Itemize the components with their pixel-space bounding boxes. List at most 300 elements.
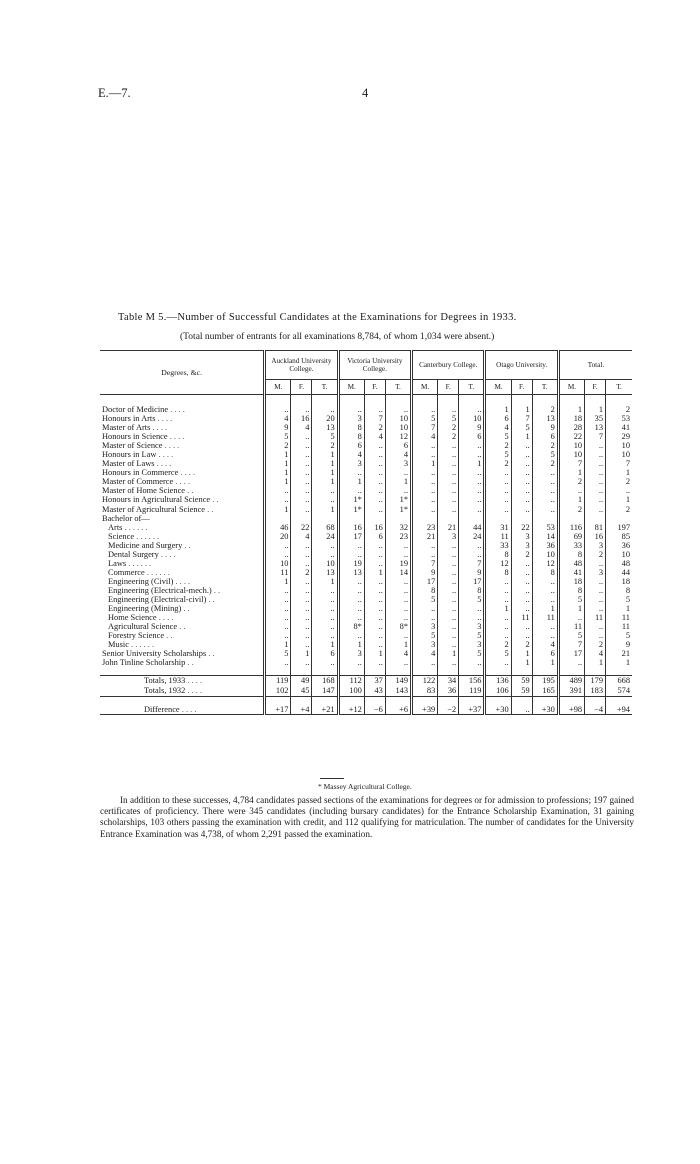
data-cell: .. bbox=[338, 541, 364, 550]
data-cell: 112 bbox=[338, 676, 364, 686]
data-cell: .. bbox=[412, 486, 438, 495]
row-label: Master of Laws bbox=[102, 459, 155, 469]
data-cell: .. bbox=[385, 405, 411, 414]
data-cell: .. bbox=[385, 631, 411, 640]
row-label: Engineering (Electrical-civil) bbox=[108, 594, 207, 604]
data-cell: .. bbox=[438, 450, 459, 459]
data-cell: 2 bbox=[364, 423, 385, 432]
data-cell: 1 bbox=[558, 468, 584, 477]
data-cell: 12 bbox=[485, 559, 511, 568]
data-cell: 7 bbox=[511, 414, 532, 423]
data-cell bbox=[312, 514, 338, 523]
data-cell: .. bbox=[585, 459, 606, 468]
document-code: E.—7. bbox=[98, 86, 131, 100]
data-cell: .. bbox=[459, 441, 485, 450]
data-cell: .. bbox=[511, 631, 532, 640]
row-label-cell bbox=[100, 441, 265, 450]
data-cell bbox=[412, 514, 438, 523]
data-cell: 3 bbox=[585, 541, 606, 550]
data-cell: .. bbox=[606, 486, 632, 495]
data-cell: 9 bbox=[606, 640, 632, 649]
data-cell bbox=[606, 514, 632, 523]
data-cell: 16 bbox=[364, 523, 385, 532]
degree-row bbox=[100, 550, 632, 559]
data-cell: .. bbox=[438, 631, 459, 640]
data-cell: .. bbox=[291, 577, 312, 586]
data-cell: .. bbox=[485, 595, 511, 604]
row-label-cell bbox=[100, 595, 265, 604]
data-cell: 1 bbox=[558, 604, 584, 613]
data-cell: 143 bbox=[385, 686, 411, 696]
row-label-cell bbox=[100, 622, 265, 631]
data-cell: .. bbox=[364, 486, 385, 495]
data-cell: 1 bbox=[312, 468, 338, 477]
data-cell: 59 bbox=[511, 686, 532, 696]
totals-row bbox=[100, 686, 632, 696]
row-label: Laws bbox=[108, 558, 127, 568]
row-label: Music bbox=[108, 640, 129, 650]
data-cell: .. bbox=[485, 468, 511, 477]
data-cell: .. bbox=[364, 613, 385, 622]
data-cell: .. bbox=[438, 505, 459, 514]
data-cell: .. bbox=[532, 477, 558, 486]
data-cell: 16 bbox=[291, 414, 312, 423]
data-cell: 13 bbox=[312, 423, 338, 432]
degree-row bbox=[100, 432, 632, 441]
row-leader-dots: . . bbox=[206, 594, 215, 604]
degrees-table-container bbox=[100, 350, 632, 715]
row-label-cell bbox=[100, 459, 265, 468]
data-cell: .. bbox=[312, 631, 338, 640]
row-label: Master of Agricultural Science bbox=[102, 504, 206, 514]
row-label: Commerce bbox=[108, 567, 145, 577]
data-cell: .. bbox=[438, 468, 459, 477]
data-cell: .. bbox=[312, 604, 338, 613]
row-leader-dots: . . . . . . bbox=[144, 567, 170, 577]
data-cell: 1 bbox=[585, 405, 606, 414]
row-label-cell bbox=[100, 658, 265, 667]
data-cell: .. bbox=[412, 550, 438, 559]
data-cell: .. bbox=[364, 595, 385, 604]
data-cell: 1 bbox=[606, 468, 632, 477]
data-cell: .. bbox=[291, 477, 312, 486]
data-cell: +39 bbox=[412, 705, 438, 715]
data-cell: .. bbox=[485, 495, 511, 504]
sex-column-header: T. bbox=[606, 380, 632, 395]
data-cell: .. bbox=[412, 468, 438, 477]
data-cell: 8 bbox=[485, 550, 511, 559]
data-cell: 1* bbox=[338, 505, 364, 514]
row-label: Engineering (Mining) bbox=[108, 604, 182, 614]
data-cell: 10 bbox=[459, 414, 485, 423]
degree-row bbox=[100, 541, 632, 550]
row-label: Doctor of Medicine bbox=[102, 405, 169, 414]
data-cell: 44 bbox=[459, 523, 485, 532]
data-cell: 1 bbox=[511, 432, 532, 441]
data-cell: 1 bbox=[291, 649, 312, 658]
sex-column-header: T. bbox=[312, 380, 338, 395]
data-cell: .. bbox=[459, 604, 485, 613]
data-cell: 17 bbox=[412, 577, 438, 586]
row-label-cell bbox=[100, 532, 265, 541]
data-cell: 4 bbox=[364, 432, 385, 441]
data-cell: .. bbox=[385, 468, 411, 477]
data-cell: 1 bbox=[385, 640, 411, 649]
data-cell: .. bbox=[291, 658, 312, 667]
data-cell: 489 bbox=[558, 676, 584, 686]
data-cell: 10 bbox=[265, 559, 291, 568]
data-cell: +21 bbox=[312, 705, 338, 715]
data-cell: 195 bbox=[532, 676, 558, 686]
data-cell: 8 bbox=[558, 550, 584, 559]
data-cell: 5 bbox=[459, 631, 485, 640]
data-cell: .. bbox=[291, 550, 312, 559]
data-cell: 11 bbox=[585, 613, 606, 622]
data-cell: .. bbox=[438, 405, 459, 414]
row-label-cell bbox=[100, 514, 265, 523]
row-label: Arts bbox=[108, 522, 123, 532]
data-cell bbox=[511, 514, 532, 523]
data-cell: .. bbox=[291, 541, 312, 550]
data-cell: 13 bbox=[312, 568, 338, 577]
data-cell: 5 bbox=[412, 631, 438, 640]
data-cell: .. bbox=[511, 705, 532, 715]
row-label-cell bbox=[100, 577, 265, 586]
data-cell: .. bbox=[485, 486, 511, 495]
row-leader-dots: . . . . . . bbox=[126, 558, 152, 568]
data-cell: 6 bbox=[385, 441, 411, 450]
data-cell: .. bbox=[459, 613, 485, 622]
sex-column-header: M. bbox=[412, 380, 438, 395]
row-label-cell bbox=[100, 495, 265, 504]
data-cell: +6 bbox=[385, 705, 411, 715]
data-cell: 1 bbox=[338, 640, 364, 649]
data-cell: 33 bbox=[485, 541, 511, 550]
row-label-cell bbox=[100, 613, 265, 622]
data-cell: 4 bbox=[532, 640, 558, 649]
data-cell: 53 bbox=[606, 414, 632, 423]
data-cell: .. bbox=[364, 477, 385, 486]
data-cell: .. bbox=[265, 622, 291, 631]
data-cell: 14 bbox=[385, 568, 411, 577]
data-cell: 106 bbox=[485, 686, 511, 696]
data-cell: .. bbox=[291, 505, 312, 514]
data-cell: 3 bbox=[459, 640, 485, 649]
data-cell: 2 bbox=[558, 477, 584, 486]
data-cell: 11 bbox=[265, 568, 291, 577]
row-label: Honours in Law bbox=[102, 450, 157, 460]
data-cell: .. bbox=[291, 459, 312, 468]
data-cell: 3 bbox=[459, 622, 485, 631]
data-cell: 3 bbox=[412, 640, 438, 649]
data-cell: .. bbox=[385, 586, 411, 595]
data-cell: 41 bbox=[606, 423, 632, 432]
row-label: Agricultural Science bbox=[108, 622, 178, 632]
row-label: Forestry Science bbox=[108, 631, 165, 641]
data-cell: 3 bbox=[412, 622, 438, 631]
row-leader-dots: . . bbox=[164, 631, 173, 641]
data-cell: 1 bbox=[312, 477, 338, 486]
data-cell: .. bbox=[459, 477, 485, 486]
row-leader-dots: . . . . bbox=[173, 477, 190, 487]
data-cell: .. bbox=[438, 577, 459, 586]
header-gap-row bbox=[100, 395, 632, 406]
data-cell: .. bbox=[412, 604, 438, 613]
data-cell: 85 bbox=[606, 532, 632, 541]
data-cell: 6 bbox=[485, 414, 511, 423]
data-cell: .. bbox=[459, 658, 485, 667]
row-label: Bachelor of— bbox=[102, 513, 150, 523]
data-cell: 5 bbox=[459, 649, 485, 658]
data-cell: .. bbox=[312, 486, 338, 495]
data-cell: 1 bbox=[312, 505, 338, 514]
data-cell: 1 bbox=[558, 495, 584, 504]
data-cell: 2 bbox=[606, 405, 632, 414]
data-cell: .. bbox=[312, 550, 338, 559]
data-cell: .. bbox=[385, 541, 411, 550]
college-group-header: Auckland University College. bbox=[265, 351, 338, 380]
data-cell: .. bbox=[385, 658, 411, 667]
sex-column-header: T. bbox=[385, 380, 411, 395]
data-cell: 4 bbox=[412, 649, 438, 658]
data-cell: .. bbox=[438, 495, 459, 504]
data-cell: 119 bbox=[459, 686, 485, 696]
data-cell: .. bbox=[291, 613, 312, 622]
data-cell: .. bbox=[511, 495, 532, 504]
data-cell: 11 bbox=[485, 532, 511, 541]
data-cell: 5 bbox=[558, 595, 584, 604]
data-cell: 12 bbox=[385, 432, 411, 441]
data-cell: .. bbox=[459, 405, 485, 414]
data-cell: 5 bbox=[606, 595, 632, 604]
data-cell: 8 bbox=[459, 586, 485, 595]
data-cell: .. bbox=[412, 505, 438, 514]
data-cell: 6 bbox=[338, 441, 364, 450]
row-leader-dots: . . . . bbox=[156, 450, 174, 460]
data-cell: 3 bbox=[338, 414, 364, 423]
data-cell: .. bbox=[438, 640, 459, 649]
data-cell: .. bbox=[412, 441, 438, 450]
data-cell: .. bbox=[338, 658, 364, 667]
sex-column-header: T. bbox=[459, 380, 485, 395]
sex-column-header: M. bbox=[558, 380, 584, 395]
sex-column-header: F. bbox=[364, 380, 385, 395]
data-cell: .. bbox=[312, 658, 338, 667]
row-label-cell bbox=[100, 541, 265, 550]
data-cell: 8 bbox=[485, 568, 511, 577]
data-cell: .. bbox=[412, 450, 438, 459]
data-cell: 20 bbox=[265, 532, 291, 541]
data-cell: .. bbox=[312, 541, 338, 550]
data-cell: .. bbox=[312, 622, 338, 631]
data-cell: .. bbox=[291, 586, 312, 595]
data-cell: .. bbox=[438, 459, 459, 468]
data-cell: 2 bbox=[485, 441, 511, 450]
data-cell: 14 bbox=[532, 532, 558, 541]
row-leader-dots: . . . . bbox=[168, 405, 185, 414]
data-cell: 48 bbox=[558, 559, 584, 568]
degree-row bbox=[100, 640, 632, 649]
data-cell: .. bbox=[585, 577, 606, 586]
degree-row bbox=[100, 604, 632, 613]
degree-row bbox=[100, 622, 632, 631]
data-cell: 3 bbox=[385, 459, 411, 468]
data-cell: 35 bbox=[585, 414, 606, 423]
row-label-cell bbox=[100, 640, 265, 649]
pre-difference-gap-row bbox=[100, 696, 632, 705]
data-cell: 7 bbox=[606, 459, 632, 468]
data-cell bbox=[532, 514, 558, 523]
data-cell: .. bbox=[291, 432, 312, 441]
data-cell: .. bbox=[265, 495, 291, 504]
data-cell: .. bbox=[485, 477, 511, 486]
data-cell bbox=[585, 514, 606, 523]
data-cell: .. bbox=[312, 595, 338, 604]
data-cell: .. bbox=[364, 559, 385, 568]
data-cell: .. bbox=[532, 468, 558, 477]
data-cell: 8 bbox=[338, 423, 364, 432]
data-cell: .. bbox=[291, 441, 312, 450]
data-cell: .. bbox=[532, 622, 558, 631]
sex-column-header: F. bbox=[438, 380, 459, 395]
data-cell: 18 bbox=[606, 577, 632, 586]
data-cell: .. bbox=[585, 505, 606, 514]
data-cell: .. bbox=[364, 541, 385, 550]
data-cell: 9 bbox=[459, 568, 485, 577]
data-cell: .. bbox=[338, 586, 364, 595]
data-cell: 1 bbox=[265, 477, 291, 486]
totals-row bbox=[100, 676, 632, 686]
data-cell: −6 bbox=[364, 705, 385, 715]
data-cell: 8 bbox=[558, 586, 584, 595]
data-cell: 36 bbox=[438, 686, 459, 696]
data-cell: 49 bbox=[291, 676, 312, 686]
data-cell: .. bbox=[585, 559, 606, 568]
data-cell: .. bbox=[532, 595, 558, 604]
footnote: * Massey Agricultural College. bbox=[318, 782, 412, 791]
data-cell: .. bbox=[459, 450, 485, 459]
data-cell: 9 bbox=[532, 423, 558, 432]
data-cell: 22 bbox=[291, 523, 312, 532]
degree-row bbox=[100, 631, 632, 640]
data-cell: 53 bbox=[532, 523, 558, 532]
data-cell: 7 bbox=[412, 423, 438, 432]
row-leader-dots: . . . . bbox=[167, 432, 185, 442]
row-leader-dots: . . . . bbox=[162, 441, 180, 451]
page-number: 4 bbox=[362, 86, 369, 100]
data-cell: 10 bbox=[606, 441, 632, 450]
data-cell: .. bbox=[265, 586, 291, 595]
data-cell: .. bbox=[265, 631, 291, 640]
data-cell: .. bbox=[291, 486, 312, 495]
degree-row bbox=[100, 477, 632, 486]
data-cell: 4 bbox=[291, 532, 312, 541]
data-cell: .. bbox=[364, 441, 385, 450]
data-cell: −2 bbox=[438, 705, 459, 715]
data-cell: +30 bbox=[485, 705, 511, 715]
data-cell: .. bbox=[364, 658, 385, 667]
data-cell: 10 bbox=[312, 559, 338, 568]
row-label-cell bbox=[100, 505, 265, 514]
data-cell: 1 bbox=[265, 459, 291, 468]
data-cell: .. bbox=[532, 631, 558, 640]
data-cell: .. bbox=[291, 622, 312, 631]
row-label-cell bbox=[100, 432, 265, 441]
data-cell: 5 bbox=[485, 450, 511, 459]
data-cell: 1 bbox=[385, 477, 411, 486]
data-cell: 2 bbox=[585, 550, 606, 559]
data-cell: 1 bbox=[265, 505, 291, 514]
data-cell: .. bbox=[585, 477, 606, 486]
data-cell: .. bbox=[364, 450, 385, 459]
degree-row bbox=[100, 568, 632, 577]
data-cell: +12 bbox=[338, 705, 364, 715]
data-cell: 6 bbox=[459, 432, 485, 441]
data-cell: 4 bbox=[338, 450, 364, 459]
data-cell: 10 bbox=[385, 423, 411, 432]
row-leader-dots: . . . . . . bbox=[128, 640, 155, 650]
data-cell: 28 bbox=[558, 423, 584, 432]
data-cell: .. bbox=[532, 586, 558, 595]
row-label: Science bbox=[108, 531, 135, 541]
data-cell: 1 bbox=[511, 649, 532, 658]
row-leader-dots: . . . . bbox=[173, 576, 191, 586]
degree-row bbox=[100, 613, 632, 622]
data-cell: .. bbox=[385, 577, 411, 586]
data-cell: 1 bbox=[585, 658, 606, 667]
data-cell: .. bbox=[511, 586, 532, 595]
row-leader-dots: . . . . . . bbox=[122, 522, 148, 532]
data-cell: .. bbox=[459, 505, 485, 514]
data-cell: .. bbox=[412, 613, 438, 622]
data-cell: .. bbox=[511, 486, 532, 495]
data-cell: .. bbox=[364, 550, 385, 559]
table-subtitle: (Total number of entrants for all examinations 8,784, of whom 1,034 were absent.) bbox=[180, 332, 495, 342]
data-cell: .. bbox=[265, 550, 291, 559]
row-leader-dots: . . . . bbox=[150, 423, 168, 433]
data-cell: 13 bbox=[532, 414, 558, 423]
data-cell: 24 bbox=[312, 532, 338, 541]
data-cell: 5 bbox=[485, 432, 511, 441]
data-cell: .. bbox=[585, 486, 606, 495]
data-cell: 4 bbox=[585, 649, 606, 658]
data-cell: 11 bbox=[606, 613, 632, 622]
data-cell: 2 bbox=[485, 459, 511, 468]
data-cell: .. bbox=[312, 495, 338, 504]
data-cell: 2 bbox=[606, 477, 632, 486]
data-cell: 48 bbox=[606, 559, 632, 568]
degree-row bbox=[100, 495, 632, 504]
data-cell: 6 bbox=[364, 532, 385, 541]
data-cell: 2 bbox=[291, 568, 312, 577]
data-cell: 37 bbox=[364, 676, 385, 686]
data-cell: 10 bbox=[558, 441, 584, 450]
data-cell: .. bbox=[265, 541, 291, 550]
data-cell: .. bbox=[532, 486, 558, 495]
data-cell: 6 bbox=[312, 649, 338, 658]
data-cell: .. bbox=[364, 586, 385, 595]
data-cell bbox=[385, 514, 411, 523]
data-cell: 119 bbox=[265, 676, 291, 686]
college-group-header: Otago University. bbox=[485, 351, 558, 380]
row-label-cell bbox=[100, 686, 265, 696]
data-cell: 12 bbox=[532, 559, 558, 568]
data-cell: .. bbox=[364, 622, 385, 631]
data-cell: 9 bbox=[265, 423, 291, 432]
data-cell: .. bbox=[385, 595, 411, 604]
data-cell: 18 bbox=[558, 577, 584, 586]
data-cell: 147 bbox=[312, 686, 338, 696]
